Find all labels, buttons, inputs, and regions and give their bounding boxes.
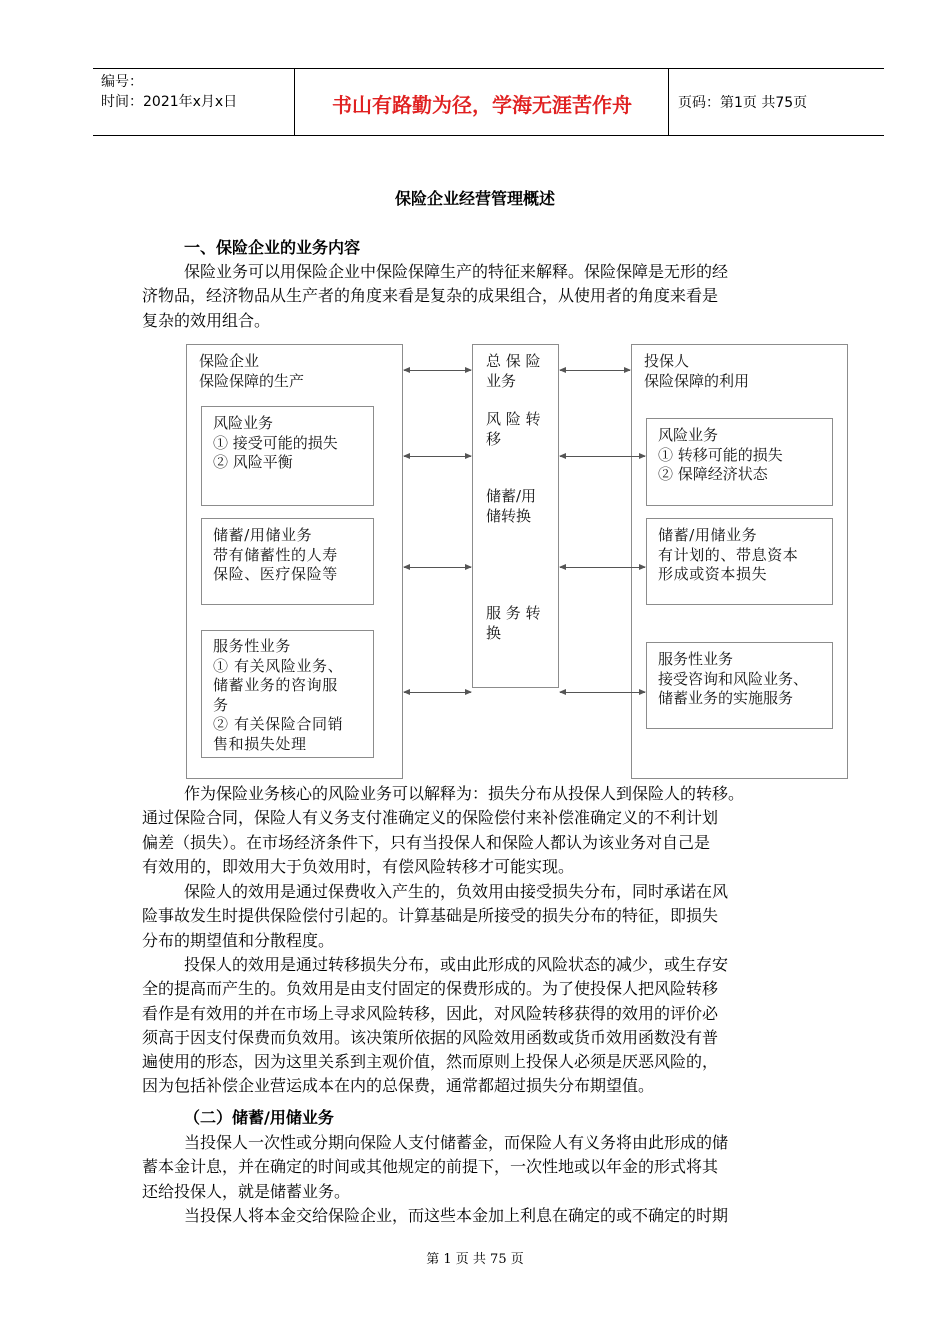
text-line: 保险业务可以用保险企业中保险保障生产的特征来解释。保险保障是无形的经 [184, 262, 729, 281]
header-meta [101, 72, 237, 112]
text-line: 还给投保人，就是储蓄业务。 [142, 1181, 351, 1201]
text-line: 复杂的效用组合。 [142, 310, 271, 330]
middle-line: 移 [486, 429, 502, 448]
middle-service-conversion [486, 604, 541, 643]
section-heading: 一、保险企业的业务内容 [184, 238, 361, 257]
double-arrow [404, 370, 471, 371]
middle-line: 业务 [486, 371, 517, 390]
header-page-info: 页码：第1页 共75页 [678, 95, 808, 111]
paragraph-policyholder-utility [142, 953, 842, 1099]
box-line: ① 转移可能的损失 [658, 445, 783, 464]
text-line: 险事故发生时提供保险偿付引起的。计算基础是所接受的损失分布的特征，即损失 [142, 906, 719, 926]
box-line: ① 接受可能的损失 [213, 433, 338, 452]
box-heading: 风险业务 [213, 414, 274, 432]
text-line: 看作是有效用的并在市场上寻求风险转移，因此，对风险转移获得的效用的评价必 [142, 1003, 719, 1023]
panel-subtitle: 保险保障的利用 [644, 371, 750, 390]
panel-subtitle: 保险保障的生产 [199, 371, 305, 390]
insurer-risk-text [213, 414, 338, 473]
box-line: 接受咨询和风险业务、 [658, 669, 809, 688]
box-line: 务 [213, 695, 229, 714]
double-arrow [404, 692, 471, 693]
box-heading: 储蓄/用储业务 [658, 526, 758, 544]
text-line: 有效用的，即效用大于负效用时，有偿风险转移才可能实现。 [142, 856, 575, 876]
subsection-heading: （二）储蓄/用储业务 [184, 1108, 334, 1127]
middle-total-business [486, 352, 541, 391]
panel-title: 保险企业 [199, 352, 260, 370]
header-divider [294, 69, 295, 136]
double-arrow [560, 692, 645, 693]
box-line: ② 有关保险合同销 [213, 715, 344, 733]
policyholder-service-text [658, 650, 808, 709]
box-line: ② 保障经济状态 [658, 465, 768, 483]
box-heading: 风险业务 [658, 426, 719, 444]
box-line: 储蓄业务的咨询服 [213, 676, 338, 694]
text-line: 通过保险合同，保险人有义务支付准确定义的保险偿付来补偿准确定义的不利计划 [142, 808, 719, 828]
policyholder-savings-text [658, 526, 798, 585]
text-line: 遍使用的形态，因为这里关系到主观价值，然而原则上投保人必须是厌恶风险的， [142, 1052, 719, 1072]
insurer-service-text [213, 637, 343, 754]
document-title: 保险企业经营管理概述 [394, 189, 555, 208]
double-arrow [560, 456, 645, 457]
middle-savings-conversion [486, 487, 536, 526]
paragraph-insurer-utility [142, 880, 842, 953]
text-line: 投保人的效用是通过转移损失分布，或由此形成的风险状态的减少，或生存安 [184, 955, 729, 974]
double-arrow [404, 567, 471, 568]
middle-line: 储蓄/用 [486, 487, 537, 505]
box-line: 储蓄业务的实施服务 [658, 689, 794, 707]
text-line: 分布的期望值和分散程度。 [142, 930, 335, 950]
middle-risk-transfer [486, 410, 541, 449]
middle-line: 服 务 转 [486, 604, 541, 622]
text-line: 全的提高而产生的。负效用是由支付固定的保费形成的。为了使投保人把风险转移 [142, 979, 719, 999]
insurer-title [199, 352, 304, 391]
middle-line: 总 保 险 [486, 352, 541, 370]
header-motto: 书山有路勤为径，学海无涯苦作舟 [332, 93, 632, 117]
text-line: 作为保险业务核心的风险业务可以解释为：损失分布从投保人到保险人的转移。 [184, 784, 745, 803]
double-arrow [404, 456, 471, 457]
middle-line: 风 险 转 [486, 410, 541, 428]
middle-line: 储转换 [486, 506, 532, 525]
header-number: 编号： [101, 74, 143, 90]
text-line: 偏差（损失）。在市场经济条件下，只有当投保人和保险人都认为该业务对自己是 [142, 832, 711, 852]
text-line: 因为包括补偿企业营运成本在内的总保费，通常都超过损失分布期望值。 [142, 1076, 655, 1096]
text-line: 当投保人将本金交给保险企业，而这些本金加上利息在确定的或不确定的时期 [184, 1206, 729, 1225]
box-heading: 服务性业务 [658, 650, 734, 668]
text-line: 当投保人一次性或分期向保险人支付储蓄金，而保险人有义务将由此形成的储 [184, 1133, 729, 1152]
header-time: 时间：2021年x月x日 [101, 94, 238, 110]
box-line: 形成或资本损失 [658, 565, 768, 583]
header-divider [668, 69, 669, 136]
box-line: 保险、医疗保险等 [213, 565, 338, 583]
intro-paragraph [142, 260, 842, 333]
box-heading: 服务性业务 [213, 637, 292, 655]
box-line: 有计划的、带息资本 [658, 545, 799, 564]
box-heading: 储蓄/用储业务 [213, 526, 313, 544]
text-line: 须高于因支付保费而负效用。该决策所依据的风险效用函数或货币效用函数没有普 [142, 1027, 719, 1047]
double-arrow [560, 567, 645, 568]
insurer-savings-text [213, 526, 338, 585]
box-line: ① 有关风险业务、 [213, 656, 344, 675]
text-line: 蓄本金计息，并在确定的时间或其他规定的前提下，一次性地或以年金的形式将其 [142, 1157, 719, 1177]
policyholder-title [644, 352, 749, 391]
header-bottom-rule [93, 135, 884, 136]
text-line: 济物品，经济物品从生产者的角度来看是复杂的成果组合，从使用者的角度来看是 [142, 286, 719, 306]
middle-line: 换 [486, 623, 502, 642]
box-line: 售和损失处理 [213, 734, 307, 753]
paragraph-capital [142, 1204, 842, 1228]
paragraph-risk-business [142, 782, 842, 879]
text-line: 保险人的效用是通过保费收入产生的，负效用由接受损失分布，同时承诺在风 [184, 882, 729, 901]
box-line: 带有储蓄性的人寿 [213, 545, 338, 564]
box-line: ② 风险平衡 [213, 453, 293, 471]
panel-title: 投保人 [644, 352, 690, 370]
paragraph-savings-business [142, 1131, 842, 1204]
page-footer: 第 1 页 共 75 页 [426, 1252, 524, 1267]
double-arrow [560, 370, 630, 371]
policyholder-risk-text [658, 426, 783, 485]
header-top-rule [93, 68, 884, 69]
